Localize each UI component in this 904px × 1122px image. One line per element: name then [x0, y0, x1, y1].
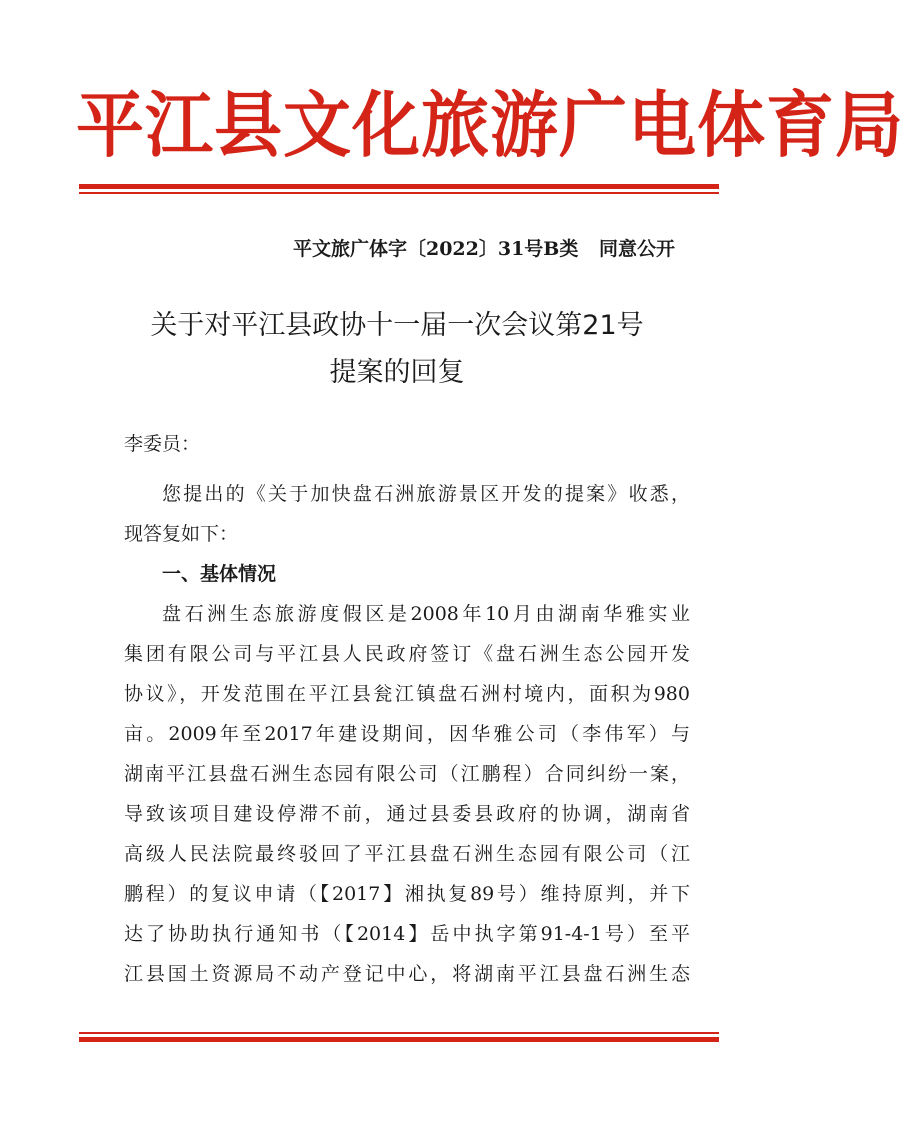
title-line-1: 关于对平江县政协十一届一次会议第21号: [150, 310, 644, 341]
salutation: 李委员：: [124, 433, 201, 455]
body-line: 高级人民法院最终驳回了平江县盘石洲生态园有限公司（江: [124, 843, 690, 865]
intro-line: 您提出的《关于加快盘石洲旅游景区开发的提案》收悉，: [162, 483, 690, 505]
footer-rule-thin: [79, 1032, 719, 1034]
body-line: 盘石洲生态旅游度假区是2008年10月由湖南华雅实业: [162, 603, 690, 625]
section-paragraph: [124, 594, 690, 994]
section-heading: 一、基体情况: [162, 563, 277, 585]
body-line: 亩。2009年至2017年建设期间，因华雅公司（李伟军）与: [124, 723, 690, 745]
document-number: 平文旅广体字〔2022〕31号B类: [292, 238, 579, 260]
document-number-line: [293, 234, 675, 261]
body-line: 江县国土资源局不动产登记中心，将湖南平江县盘石洲生态: [124, 963, 690, 985]
body-line: 鹏程）的复议申请（【2017】湘执复89号）维持原判，并下: [124, 883, 690, 905]
intro-line: 现答复如下：: [124, 523, 239, 545]
body-line: 协议》，开发范围在平江县瓮江镇盘石洲村境内，面积为980: [124, 683, 690, 705]
document-body: [124, 474, 690, 994]
document-title: [80, 302, 714, 396]
disclosure-status: 同意公开: [598, 238, 675, 260]
intro-paragraph: [124, 474, 690, 554]
body-line: 湖南平江县盘石洲生态园有限公司（江鹏程）合同纠纷一案，: [124, 763, 690, 785]
body-line: 导致该项目建设停滞不前，通过县委县政府的协调，湖南省: [124, 803, 690, 825]
header-rule-thick: [79, 184, 719, 189]
title-line-2: 提案的回复: [329, 357, 465, 388]
body-line: 达了协助执行通知书（【2014】岳中执字第91-4-1号）至平: [124, 923, 690, 945]
footer-rule-thick: [79, 1037, 719, 1042]
header-rule-thin: [79, 192, 719, 194]
org-masthead: 平江县文化旅游广电体育局: [76, 84, 904, 168]
body-line: 集团有限公司与平江县人民政府签订《盘石洲生态公园开发: [124, 643, 690, 665]
